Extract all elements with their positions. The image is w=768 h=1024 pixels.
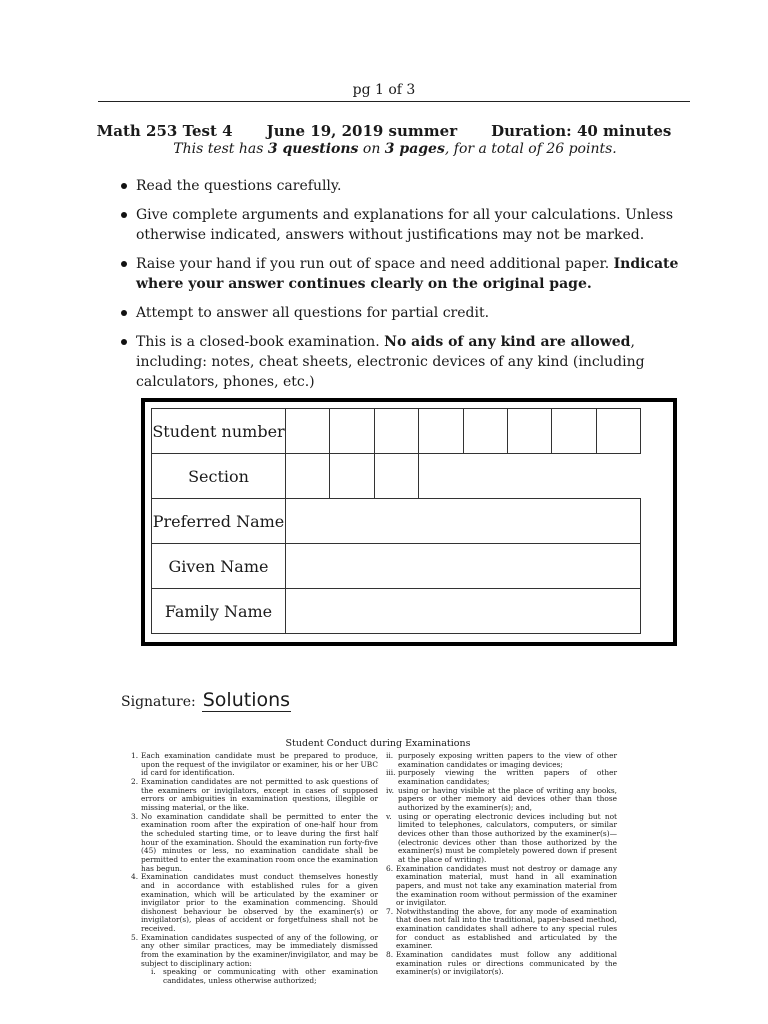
exam-title-line [0,122,768,140]
student-number-digit-box[interactable] [552,409,596,454]
conduct-sublist [141,968,378,985]
subtitle-suffix: , for a total of 26 points. [444,141,617,157]
conduct-item-text: Notwithstanding the above, for any mode of examination that does not fall into the traditional, paper-based method, examination candidates shall adhere to any special rules for conduct as established and articulated by the examiner. [396,906,617,951]
instruction-item [120,332,695,392]
conduct-subitem-text: speaking or communicating with other examination candidates, unless otherwise authorized; [163,967,378,986]
student-number-label: Student number [152,409,286,454]
given-name-field[interactable] [286,544,641,589]
section-digit-box[interactable] [286,454,330,499]
conduct-item-text: Examination candidates must conduct themselves honestly and in accordance with established rules for a given examination, which will be articulated by the examiner or invigilator prior to the examination commencing. Should dishonest behaviour be observed by the examiner(s) or invigilator(s), pleas of accident or forgetfulness shall not be received. [141,872,378,934]
conduct-subitem [151,968,378,985]
instruction-text: This is a closed-book examination. [136,334,385,350]
instruction-item [120,176,695,196]
conduct-subitem [386,813,617,865]
family-name-label: Family Name [152,589,286,634]
conduct-item-number: 2. [131,776,139,786]
preferred-name-field[interactable] [286,499,641,544]
given-name-label: Given Name [152,544,286,589]
exam-date: June 19, 2019 summer [266,122,458,140]
instruction-text: Attempt to answer all questions for partial credit. [136,305,490,321]
instruction-item [120,205,695,245]
section-digit-box[interactable] [374,454,418,499]
student-number-row [152,409,641,454]
conduct-item [386,951,617,977]
signature-label: Signature: [121,694,196,710]
conduct-item-text: Examination candidates must not destroy or damage any examination material, must hand in all examination papers, and must not take any examination material from the examination room without permission of the examiner or invigilator. [396,863,617,908]
conduct-subitem-text: using or operating electronic devices including but not limited to telephones, calculators, computers, or similar devices other than those authorized by the examiner(s)—(electronic devices other than those authorized by the examiner(s) must be completely powered down if present at the place of writing). [398,811,617,864]
conduct-subitem-number: v. [386,811,392,821]
question-count: 3 questions [267,141,359,157]
given-name-row [152,544,641,589]
conduct-item-number: 3. [131,811,139,821]
subtitle-prefix: This test has [173,141,268,157]
conduct-subitem-number: iv. [386,785,395,795]
conduct-item-number: 6. [386,863,394,873]
student-number-digit-box[interactable] [463,409,507,454]
family-name-field[interactable] [286,589,641,634]
instruction-emphasis: Indicate where your answer continues clearly on the original page. [136,256,679,292]
student-number-digit-box[interactable] [286,409,330,454]
section-row-empty [419,454,641,499]
signature-line [121,690,291,712]
section-digit-box[interactable] [330,454,374,499]
exam-duration: Duration: 40 minutes [491,122,672,140]
conduct-item-text: Examination candidates suspected of any of the following, or any other similar practices, may be immediately dismissed from the examination by the examiner/invigilator, and may be subject to disciplinary action: [141,932,378,968]
exam-subtitle [0,141,768,157]
conduct-item [131,752,378,778]
conduct-subitem [386,787,617,813]
conduct-title: Student Conduct during Examinations [285,738,471,749]
conduct-item [131,813,378,874]
conduct-item [386,908,617,951]
preferred-name-row [152,499,641,544]
conduct-subitem-number: i. [151,967,156,977]
conduct-list-right [386,752,617,977]
conduct-item-text: No examination candidate shall be permitted to enter the examination room after the expiration of one-half hour from the scheduled starting time, or to leave during the first half hour of the examination. Should the examination run forty-five (45) minutes or less, no examination candidate shall be permitted to enter the examination room once the examination has begun. [141,811,378,873]
header-rule [98,101,690,102]
instruction-emphasis: No aids of any kind are allowed [384,334,631,350]
instructions-list [120,176,695,401]
student-number-digit-box[interactable] [596,409,640,454]
conduct-item-number: 1. [131,751,139,760]
conduct-item [131,934,378,986]
instruction-text-tail: , including: notes, cheat sheets, electronic devices of any kind (including calculators, phones, etc.) [136,334,645,390]
student-number-digit-box[interactable] [419,409,463,454]
student-id-table [151,408,641,634]
conduct-subitem-text: purposely viewing the written papers of other examination candidates; [398,768,617,786]
instruction-text: Raise your hand if you run out of space and need additional paper. [136,256,614,272]
conduct-column-right [386,752,617,977]
conduct-subitem [386,769,617,786]
student-number-digit-box[interactable] [507,409,551,454]
page-number: pg 1 of 3 [352,82,416,98]
conduct-subitem [386,752,617,769]
student-number-digit-box[interactable] [374,409,418,454]
conduct-item [131,778,378,813]
conduct-subitem-number: iii. [386,768,396,778]
section-row [152,454,641,499]
student-number-digit-box[interactable] [330,409,374,454]
preferred-name-label: Preferred Name [152,499,286,544]
conduct-item [131,873,378,934]
conduct-item-number: 4. [131,872,139,882]
conduct-item-text: Examination candidates must follow any additional examination rules or directions communicated by the examiner(s) or invigilator(s). [396,950,617,977]
conduct-item-number: 5. [131,932,139,942]
student-id-form [141,398,677,646]
instruction-text: Read the questions carefully. [136,178,342,194]
conduct-list-left [131,752,378,986]
family-name-row [152,589,641,634]
conduct-column-left [131,752,378,986]
section-label: Section [152,454,286,499]
instruction-text: Give complete arguments and explanations for all your calculations. Unless otherwise indicated, answers without justifications may not be marked. [136,207,674,243]
conduct-item-number: 8. [386,950,394,960]
instruction-item [120,254,695,294]
conduct-subitem-text: purposely exposing written papers to the view of other examination candidates or imaging devices; [398,751,617,769]
page-count: 3 pages [384,141,445,157]
instruction-item [120,303,695,323]
conduct-subitem-number: ii. [386,751,394,760]
subtitle-mid: on [358,141,385,157]
conduct-item-text: Examination candidates are not permitted to ask questions of the examiners or invigilators, except in cases of supposed errors or ambiguities in examination questions, illegible or missing material, or the like. [141,776,378,812]
course-title: Math 253 Test 4 [96,122,233,140]
conduct-subitem-text: using or having visible at the place of writing any books, papers or other memory aid devices other than those authorized by the examiner(s); and, [398,785,617,812]
conduct-item-number: 7. [386,906,394,916]
signature-field[interactable]: Solutions [202,689,291,711]
conduct-item [386,865,617,908]
conduct-item-text: Each examination candidate must be prepared to produce, upon the request of the invigilator or examiner, his or her UBC id card for identification. [141,751,378,778]
